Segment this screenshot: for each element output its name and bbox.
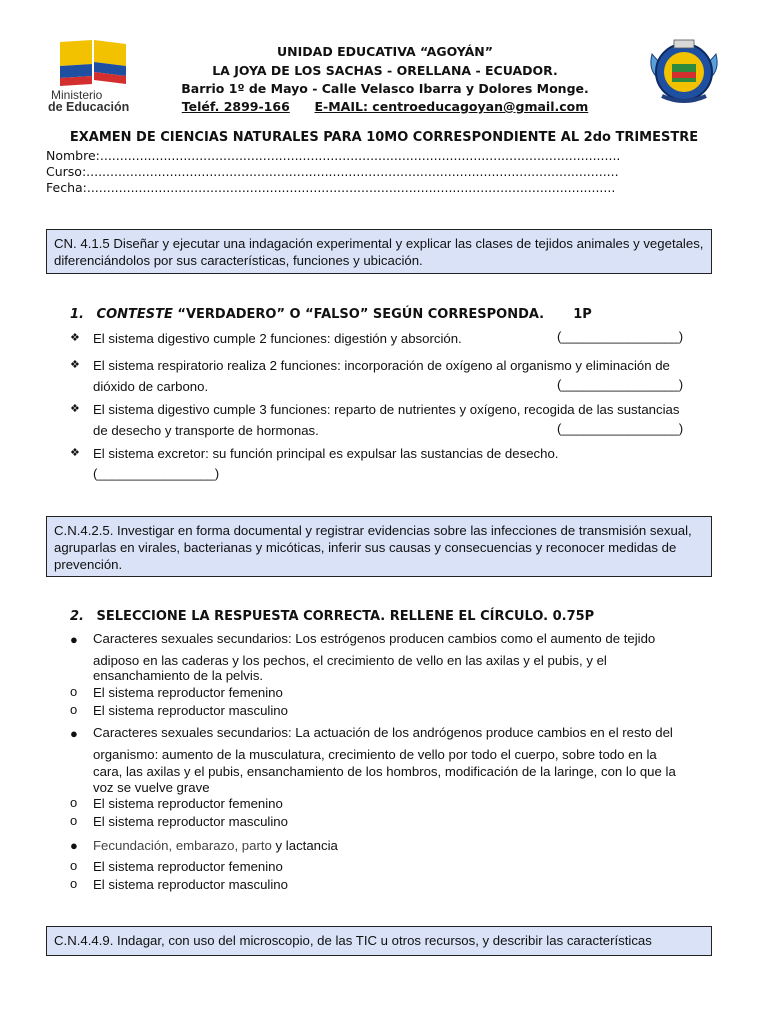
- answer-blank[interactable]: (________________): [557, 329, 684, 344]
- radio-circle-icon[interactable]: o: [70, 858, 78, 873]
- tf-item-text-cont: de desecho y transporte de hormonas.: [93, 423, 319, 438]
- school-shield-icon: [646, 34, 722, 110]
- option-masculino[interactable]: El sistema reproductor masculino: [93, 877, 288, 892]
- diamond-bullet-icon: ❖: [70, 332, 80, 344]
- q2c-part-2: y lactancia: [275, 838, 338, 853]
- answer-blank[interactable]: (________________): [557, 421, 684, 436]
- tf-item-text: El sistema respiratorio realiza 2 funciones: incorporación de oxígeno al organismo y eliminación de: [93, 358, 670, 373]
- logo-text-small: Ministerio: [51, 88, 103, 102]
- tf-item-text-cont: dióxido de carbono.: [93, 379, 209, 394]
- question-1-title: [70, 307, 592, 322]
- option-femenino[interactable]: El sistema reproductor femenino: [93, 859, 283, 874]
- q2c-part-1: Fecundación, embarazo, parto: [93, 838, 272, 853]
- question-1-text: “VERDADERO” O “FALSO” SEGÚN CORRESPONDA.: [177, 307, 545, 322]
- radio-circle-icon[interactable]: o: [70, 813, 78, 828]
- logo-text-big: de Educación: [48, 100, 130, 114]
- school-address: Barrio 1º de Mayo - Calle Velasco Ibarra y Dolores Monge.: [181, 81, 589, 96]
- answer-blank[interactable]: (________________): [557, 377, 684, 392]
- question-1-number: 1.: [70, 307, 84, 322]
- diamond-bullet-icon: ❖: [70, 403, 80, 415]
- curso-field[interactable]: Curso:......................................................................................................................................: [46, 164, 619, 179]
- q2a-line-2: adiposo en las caderas y los pechos, el crecimiento de vello en las axilas y el pubis, y el: [93, 653, 607, 668]
- q2b-line-2: organismo: aumento de la musculatura, crecimiento de vello por todo el cuerpo, sobre todo en la: [93, 747, 657, 762]
- phone: Teléf. 2899-166: [181, 99, 290, 114]
- question-2-text: SELECCIONE LA RESPUESTA CORRECTA. RELLENE EL CÍRCULO. 0.75P: [96, 609, 595, 624]
- q2b-line-4: voz se vuelve grave: [93, 780, 210, 795]
- flag-book-icon: [58, 38, 128, 90]
- q2c-line: [93, 838, 338, 853]
- option-masculino[interactable]: El sistema reproductor masculino: [93, 703, 288, 718]
- q2b-line-1: Caracteres sexuales secundarios: La actuación de los andrógenos produce cambios en el resto del: [93, 725, 673, 740]
- q2a-line-3: ensanchamiento de la pelvis.: [93, 668, 264, 683]
- tf-item-text: El sistema excretor: su función principal es expulsar las sustancias de desecho.: [93, 446, 559, 461]
- nombre-field[interactable]: Nombre:...................................................................................................................................: [46, 148, 621, 163]
- dot-bullet-icon: ●: [70, 726, 78, 741]
- q2b-line-3: cara, las axilas y el pubis, ensanchamiento de los hombros, modificación de la laringe, con lo que la: [93, 764, 676, 779]
- school-contact: [140, 99, 630, 114]
- q2a-line-1: Caracteres sexuales secundarios: Los estrógenos producen cambios como el aumento de tejido: [93, 631, 656, 646]
- radio-circle-icon[interactable]: o: [70, 702, 78, 717]
- diamond-bullet-icon: ❖: [70, 359, 80, 371]
- question-2-title: [70, 609, 594, 624]
- skill-box-2: C.N.4.2.5. Investigar en forma documental y registrar evidencias sobre las infecciones de transmisión sexual, agruparlas en virales, bacterianas y micóticas, inferir sus causas y consecuencias y reconocer medidas de prevención.: [46, 516, 712, 577]
- school-emblem: [646, 34, 722, 110]
- answer-blank[interactable]: (________________): [93, 466, 220, 481]
- option-femenino[interactable]: El sistema reproductor femenino: [93, 796, 283, 811]
- dot-bullet-icon: ●: [70, 838, 78, 853]
- fecha-field[interactable]: Fecha:.....................................................................................................................................: [46, 180, 616, 195]
- radio-circle-icon[interactable]: o: [70, 684, 78, 699]
- tf-item-text: El sistema digestivo cumple 3 funciones: reparto de nutrientes y oxígeno, recogida de las sustancias: [93, 402, 680, 417]
- option-femenino[interactable]: El sistema reproductor femenino: [93, 685, 283, 700]
- diamond-bullet-icon: ❖: [70, 447, 80, 459]
- tf-item-text: El sistema digestivo cumple 2 funciones: digestión y absorción.: [93, 331, 462, 346]
- radio-circle-icon[interactable]: o: [70, 795, 78, 810]
- school-name: UNIDAD EDUCATIVA “AGOYÁN”: [277, 44, 493, 59]
- question-2-number: 2.: [70, 609, 84, 624]
- radio-circle-icon[interactable]: o: [70, 876, 78, 891]
- skill-box-3: C.N.4.4.9. Indagar, con uso del microscopio, de las TIC u otros recursos, y describir las características: [46, 926, 712, 956]
- ministerio-logo: [48, 38, 138, 116]
- question-1-points: 1P: [573, 307, 592, 322]
- email-link[interactable]: E-MAIL: centroeducagoyan@gmail.com: [314, 99, 589, 114]
- exam-title: EXAMEN DE CIENCIAS NATURALES PARA 10MO CORRESPONDIENTE AL 2do TRIMESTRE: [69, 130, 699, 145]
- skill-box-1: CN. 4.1.5 Diseñar y ejecutar una indagación experimental y explicar las clases de tejidos animales y vegetales, diferenciándolos por sus características, funciones y ubicación.: [46, 229, 712, 274]
- school-location: LA JOYA DE LOS SACHAS - ORELLANA - ECUADOR.: [212, 63, 558, 78]
- question-1-verb: CONTESTE: [96, 307, 173, 322]
- dot-bullet-icon: ●: [70, 632, 78, 647]
- option-masculino[interactable]: El sistema reproductor masculino: [93, 814, 288, 829]
